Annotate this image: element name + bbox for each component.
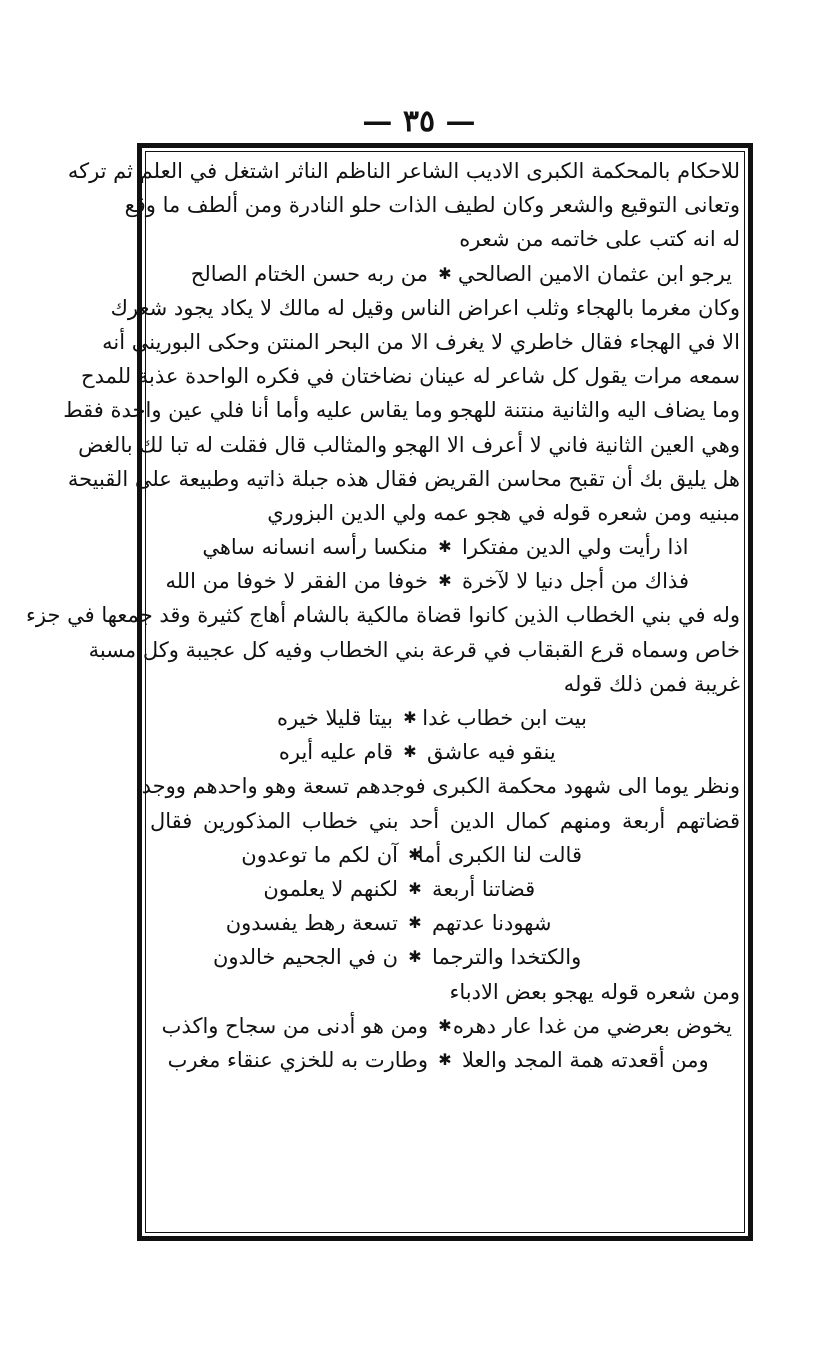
verse-second-hemistich: تسعة رهط يفسدون <box>225 911 398 936</box>
verse-second-hemistich: من ربه حسن الختام الصالح <box>190 261 428 286</box>
text-line: وما يضاف اليه والثانية منتنة للهجو وما يقاس عليه وأما أنا فلي عين واحدة فقط <box>63 398 740 423</box>
verse-first-hemistich: ينقو فيه عاشق <box>427 740 556 765</box>
verse-second-hemistich: منكسا رأسه انسانه ساهي <box>202 535 428 560</box>
text-line: وله في بني الخطاب الذين كانوا قضاة مالكية بالشام أهاج كثيرة وقد جمعها في جزء <box>26 603 740 628</box>
verse <box>150 1043 740 1077</box>
verse-separator: ✱ <box>438 1049 452 1069</box>
text-line: وكان مغرما بالهجاء وثلب اعراض الناس وقيل له مالك لا يكاد يجود شعرك <box>110 295 740 320</box>
verse-first-hemistich: يرجو ابن عثمان الامين الصالحي <box>457 261 732 286</box>
text-line: للاحكام بالمحكمة الكبرى الاديب الشاعر الناظم الناثر اشتغل في العلم ثم تركه <box>67 159 740 183</box>
verse <box>150 701 740 735</box>
verse-second-hemistich: خوفا من الفقر لا خوفا من الله <box>165 569 428 594</box>
verse <box>150 838 740 872</box>
text-line: قضاتهم أربعة ومنهم كمال الدين أحد بني خطاب المذكورين فقال <box>150 808 740 833</box>
verse-first-hemistich: فذاك من أجل دنيا لا لآخرة <box>462 569 689 594</box>
verse-separator: ✱ <box>408 844 422 864</box>
verse <box>150 872 740 906</box>
verse-separator: ✱ <box>408 947 422 967</box>
verse-first-hemistich: شهودنا عدتهم <box>432 911 552 936</box>
page-number: — ٣٥ — <box>362 104 476 139</box>
text-line: هل يليق بك أن تقبح محاسن القريض فقال هذه جبلة ذاتيه وطبيعة على القبيحة <box>67 466 740 491</box>
verse-first-hemistich: بيت ابن خطاب غدا <box>422 706 587 730</box>
verse-first-hemistich: يخوض بعرضي من غدا عار دهره <box>452 1013 732 1038</box>
text-line: ومن شعره قوله يهجو بعض الادباء <box>449 979 740 1004</box>
verse-separator: ✱ <box>403 742 417 762</box>
verse-separator: ✱ <box>403 708 417 727</box>
verse-separator: ✱ <box>438 1015 452 1035</box>
verse <box>150 564 740 598</box>
verse-first-hemistich: ومن أقعدته همة المجد والعلا <box>462 1047 709 1072</box>
text-line: مبنيه ومن شعره قوله في هجو عمه ولي الدين البزوري <box>267 500 740 525</box>
verse-separator: ✱ <box>408 913 422 933</box>
text-line: ونظر يوما الى شهود محكمة الكبرى فوجدهم تسعة وهو واحدهم ووجد <box>141 774 740 799</box>
verse-second-hemistich: وطارت به للخزي عنقاء مغرب <box>167 1047 428 1072</box>
verse-second-hemistich: قام عليه أيره <box>278 740 393 765</box>
verse-second-hemistich: لكنهم لا يعلمون <box>263 876 398 901</box>
verse-first-hemistich: والكتخدا والترجما <box>432 945 582 970</box>
verse-second-hemistich: ومن هو أدنى من سجاح واكذب <box>161 1013 428 1038</box>
verse-separator: ✱ <box>438 263 452 283</box>
verse <box>150 257 740 291</box>
verse-separator: ✱ <box>438 537 452 557</box>
verse-second-hemistich: ن في الجحيم خالدون <box>212 945 398 970</box>
text-line: الا في الهجاء فقال خاطري لا يغرف الا من البحر المنتن وحكى البوريني أنه <box>102 329 740 354</box>
text-line: سمعه مرات يقول كل شاعر له عينان نضاختان في فكره الواحدة عذبة للمدح <box>81 364 740 389</box>
text-line: خاص وسماه قرع القبقاب في قرعة بني الخطاب وفيه كل عجيبة وكل مسبة <box>88 637 740 662</box>
text-line: وهي العين الثانية فاني لا أعرف الا الهجو والمثالب قال فقلت له تبا لك بالغض <box>78 432 740 457</box>
verse-first-hemistich: قالت لنا الكبرى أما <box>417 842 582 867</box>
verse-second-hemistich: آن لكم ما توعدون <box>241 842 398 867</box>
text-line: وتعانى التوقيع والشعر وكان لطيف الذات حلو النادرة ومن ألطف ما وقع <box>124 193 740 218</box>
verse <box>150 906 740 940</box>
verse-first-hemistich: قضاتنا أربعة <box>432 876 536 901</box>
verse-second-hemistich: بيتا قليلا خيره <box>276 706 393 730</box>
verse-first-hemistich: اذا رأيت ولي الدين مفتكرا <box>462 535 689 560</box>
verse <box>150 530 740 564</box>
verse <box>150 735 740 769</box>
text-line: له انه كتب على خاتمه من شعره <box>459 227 740 252</box>
verse-separator: ✱ <box>438 571 452 591</box>
body-text <box>26 154 740 1077</box>
verse <box>150 1009 740 1043</box>
text-line: غريبة فمن ذلك قوله <box>563 671 740 696</box>
verse <box>150 940 740 974</box>
verse-separator: ✱ <box>408 878 422 898</box>
